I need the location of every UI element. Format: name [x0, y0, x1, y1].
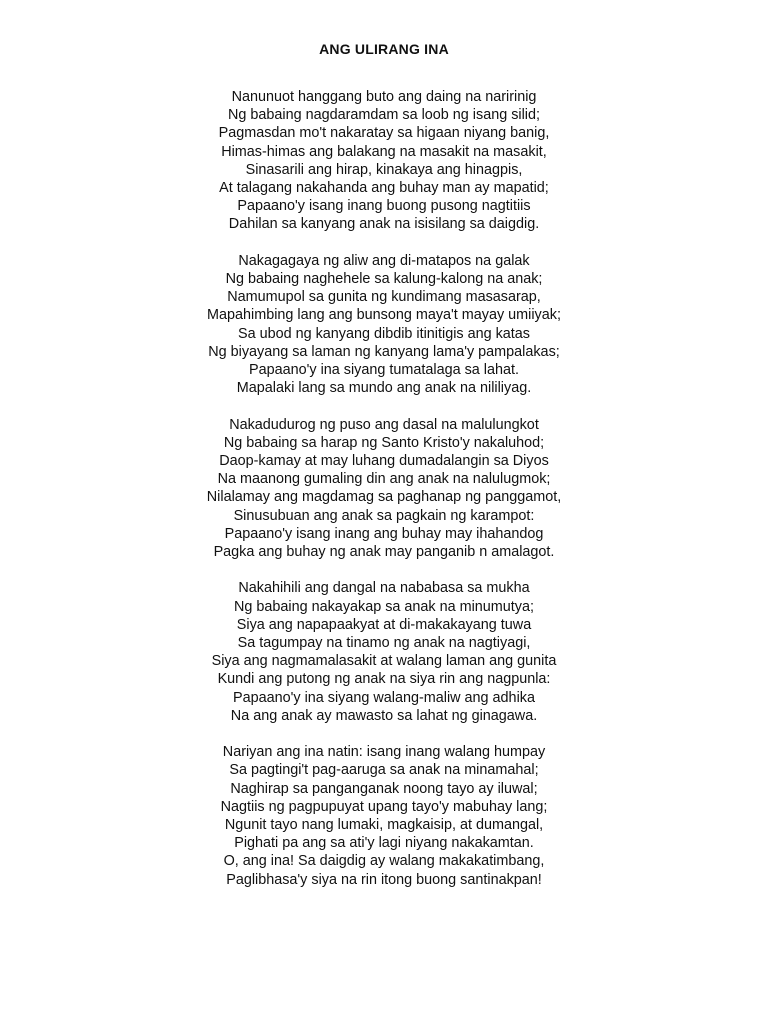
- poem-line: Mapalaki lang sa mundo ang anak na nililiyag.: [236, 380, 532, 397]
- stanza-3: [0, 416, 768, 562]
- poem-line: Nanunuot hanggang buto ang daing na naririnig: [231, 89, 537, 105]
- poem-line: Paglibhasa'y siya na rin itong buong santinakpan!: [226, 871, 542, 888]
- poem-line: Papaano'y ina siyang tumatalaga sa lahat.: [249, 362, 519, 379]
- poem-line: Nakadudurog ng puso ang dasal na malulungkot: [229, 416, 539, 433]
- poem-line: Pagmasdan mo't nakaratay sa higaan niyang banig,: [218, 125, 550, 142]
- poem-line: Pighati pa ang sa ati'y lagi niyang nakakamtan.: [234, 835, 534, 852]
- stanza-4: [0, 579, 768, 725]
- poem-line: Papaano'y isang inang buong pusong nagtitiis: [237, 198, 531, 215]
- poem-line: Sinasarili ang hirap, kinakaya ang hinagpis,: [245, 161, 523, 178]
- poem-line: Sa tagumpay na tinamo ng anak na nagtiyagi,: [237, 635, 531, 652]
- poem-line: Ng biyayang sa laman ng kanyang lama'y pampalakas;: [208, 343, 560, 360]
- poem-line: Daop-kamay at may luhang dumadalangin sa Diyos: [219, 453, 549, 470]
- poem-line: Pagka ang buhay ng anak may panganib n amalagot.: [213, 544, 555, 561]
- poem-line: Sa pagtingi't pag-aaruga sa anak na minamahal;: [229, 762, 539, 779]
- poem-line: Ng babaing sa harap ng Santo Kristo'y nakaluhod;: [223, 434, 545, 451]
- poem-line: Sinusubuan ang anak sa pagkain ng karampot:: [233, 507, 535, 524]
- poem-line: Ng babaing naghehele sa kalung-kalong na anak;: [225, 271, 543, 288]
- poem-line: Nariyan ang ina natin: isang inang walang humpay: [222, 744, 546, 761]
- poem-line: Na maanong gumaling din ang anak na nalulugmok;: [217, 471, 551, 488]
- poem-line: Kundi ang putong ng anak na siya rin ang nagpunla:: [217, 671, 551, 688]
- poem-line: Papaano'y isang inang ang buhay may ihahandog: [224, 525, 544, 542]
- poem-line: Papaano'y ina siyang walang-maliw ang adhika: [233, 689, 535, 706]
- stanza-5: [0, 743, 768, 889]
- poem-line: Siya ang nagmamalasakit at walang laman ang gunita: [211, 653, 557, 670]
- poem-line: Nakagagaya ng aliw ang di-matapos na galak: [238, 252, 530, 269]
- poem-title: ANG ULIRANG INA: [319, 41, 449, 57]
- poem-line: Mapahimbing lang ang bunsong maya't mayay umiiyak;: [207, 307, 561, 324]
- poem-line: Nilalamay ang magdamag sa paghanap ng panggamot,: [206, 489, 562, 506]
- poem-line: At talagang nakahanda ang buhay man ay mapatid;: [219, 180, 549, 197]
- poem-body: [0, 88, 768, 907]
- poem-line: Nagtiis ng pagpupuyat upang tayo'y mabuhay lang;: [220, 798, 548, 815]
- poem-line: Ng babaing nagdaramdam sa loob ng isang silid;: [228, 107, 540, 124]
- stanza-1: [0, 88, 768, 234]
- poem-line: Namumupol sa gunita ng kundimang masasarap,: [227, 289, 541, 306]
- poem-line: Siya ang napapaakyat at di-makakayang tuwa: [236, 616, 532, 633]
- poem-line: Naghirap sa panganganak noong tayo ay iluwal;: [230, 780, 538, 797]
- poem-line: Ngunit tayo nang lumaki, magkaisip, at dumangal,: [224, 817, 544, 834]
- poem-line: Na ang anak ay mawasto sa lahat ng ginagawa.: [230, 707, 538, 724]
- poem-line: Sa ubod ng kanyang dibdib itinitigis ang katas: [237, 325, 530, 342]
- poem-line: Himas-himas ang balakang na masakit na masakit,: [221, 143, 547, 160]
- poem-line: Ng babaing nakayakap sa anak na minumutya;: [234, 598, 534, 615]
- poem-line: Nakahihili ang dangal na nababasa sa mukha: [238, 580, 530, 597]
- stanza-2: [0, 252, 768, 398]
- poem-line: O, ang ina! Sa daigdig ay walang makakatimbang,: [223, 853, 545, 870]
- poem-line: Dahilan sa kanyang anak na isisilang sa daigdig.: [228, 216, 540, 233]
